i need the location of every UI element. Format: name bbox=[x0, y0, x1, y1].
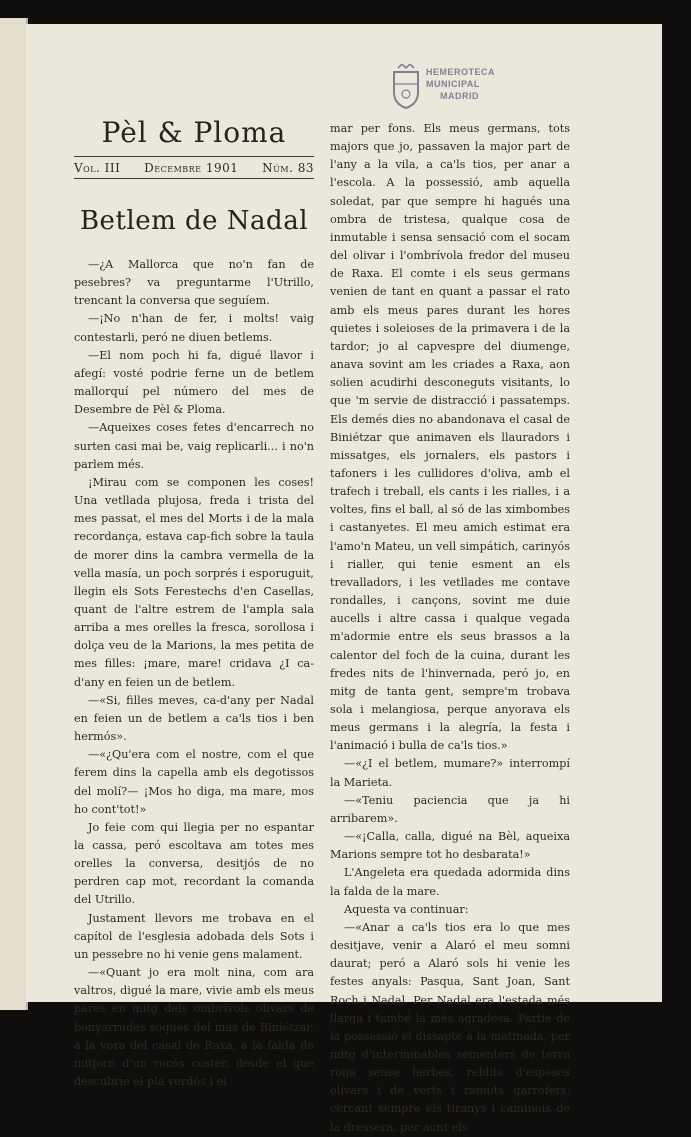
document-page bbox=[26, 24, 662, 1134]
paragraph: —«¿Qu'era com el nostre, com el que ferem dins la capella amb els degotissos del molí?— ¡Mos ho diga, ma mare, mos ho cont'tot!» bbox=[74, 748, 314, 816]
library-stamp bbox=[386, 64, 516, 112]
paragraph: mar per fons. Els meus germans, tots majors que jo, passaven la major part de l'any a la vila, a ca'ls tios, per anar a l'escola. A la possessió, amb aquella soledat, par que sempre hi hagués una ombra de tristesa, qualque cosa de inmutable i sensa sensació com el socam del olivar i l'ombrívola fredor del museu de Raxa. El comte i els seus germans venien de tant en quant a passar el rato amb els meus pares durant les hores quietes i soleioses de la primavera i de la tardor; jo al capvespre del diumenge, anava sovint am les criades a Raxa, aon solien acudirhi desconeguts visitants, lo que 'm servie de distracció i passatemps. Els demés dies no abandonava el casal de Biniétzar que animaven els llauradors i missatges, els jornalers, els pastors i tafoners i les cullidores d'oliva, amb el trafech i treball, els cants i les rialles, i a voltes, fins el ball, al só de las ximbombes i castanyetes. El meu amich estimat era l'amo'n Mateu, un vell simpátich, carinyós i rialler, qui tenie esment an els trevalladors, i les vetllades me contave rondalles, i cançons, sovint me duie aucells i altre cassa i qualque vegada m'adormie entre els seus brassos a la calentor del foch de la cuina, durant les fredes nits de l'hinvernada, peró jo, en mitg de tanta gent, sempre'm trobava sola i melangiosa, perque anyorava els meus germans i la alegría, la festa i l'animació i bulla de ca'ls tios.» bbox=[330, 122, 570, 753]
masthead-rule-bottom bbox=[74, 178, 314, 179]
text-column-left bbox=[74, 256, 314, 1091]
stamp-line-1: HEMEROTECA bbox=[426, 67, 496, 77]
paragraph: Justament llevors me trobava en el capítol de l'esglesia adobada dels Sots i un pessebre no hi venie gens malament. bbox=[74, 911, 314, 961]
article-title: Betlem de Nadal bbox=[79, 206, 309, 236]
paragraph: —«Anar a ca'ls tios era lo que mes desitjave, venir a Alaró el meu somni daurat; peró a Alaró sols hi venie les festes anyals: Pasqua, Sant Joan, Sant Roch i Nadal. Per Nadal era l'estada més llarga i també la més agradosa. Partie de la possessió el dissapte a la matinada, per mitg d'interminables sementers de terra roija sense herbes, reblits d'espesos olivars i de verts i ramuts garrofers, cercant sempre els tiranys i caminois de la dressera, per aont els bbox=[330, 920, 570, 1134]
stamp-line-3: MADRID bbox=[440, 91, 479, 101]
issue-date: Decembre 1901 bbox=[144, 161, 239, 175]
coat-of-arms-icon bbox=[386, 64, 426, 110]
previous-page-edge bbox=[0, 18, 28, 1010]
paragraph: —¡No n'han de fer, i molts! vaig contestarli, peró ne diuen betlems. bbox=[74, 312, 314, 344]
magazine-title: Pèl & Ploma bbox=[101, 116, 287, 149]
paragraph: —Aqueixes coses fetes d'encarrech no surten casi mai be, vaig replicarli... i no'n parlem més. bbox=[74, 421, 314, 471]
paragraph: Aquesta va continuar: bbox=[344, 902, 469, 916]
paragraph: L'Angeleta era quedada adormida dins la falda de la mare. bbox=[330, 866, 570, 898]
stamp-line-2: MUNICIPAL bbox=[426, 79, 480, 89]
paragraph: ¡Mirau com se componen les coses! Una vetllada plujosa, freda i trista del mes passat, el mes del Morts i de la mala recordança, estava cap-fich sobre la taula de morer dins la cambra vermella de la vella masía, un poch sorprés i esporuguit, llegin els Sots Ferestechs d'en Casellas, quant de l'altre estrem de l'ampla sala arriba a mes orelles la fresca, sorollosa i dolça veu de la Marions, la mes petita de mes filles: ¡mare, mare! cridava ¿I ca-d'any en feien un de betlem. bbox=[74, 475, 314, 689]
issue-number: Núm. 83 bbox=[262, 161, 314, 175]
paragraph: —«¿I el betlem, mumare?» interrompí la Marieta. bbox=[330, 757, 570, 789]
paragraph: —¿A Mallorca que no'n fan de pesebres? va preguntarme l'Utrillo, trencant la conversa que seguíem. bbox=[74, 258, 314, 308]
volume-label: Vol. III bbox=[74, 161, 121, 175]
text-column-right bbox=[330, 120, 570, 1137]
paragraph: —«Quant jo era molt nina, com ara valtros, digué la mare, vivie amb els meus pares en mitg dels ombrívols olivars de bonyarrudes soques del mas de Biniétzar, a la vora del casal de Raxa, a la falda de mitjorn d'un rocós coster, desde el que descubríe el pla verdós i el bbox=[74, 966, 314, 1089]
paragraph: —«Si, filles meves, ca-d'any per Nadal en feien un de betlem a ca'ls tios i ben hermós». bbox=[74, 693, 314, 744]
masthead bbox=[74, 116, 314, 179]
issue-info-row bbox=[74, 157, 314, 178]
paragraph: Jo feie com qui llegia per no espantar la cassa, peró escoltava am totes mes orelles la conversa, desitjós de no perdren cap mot, recordant la comanda del Utrillo. bbox=[74, 820, 314, 907]
paragraph: —«¡Calla, calla, digué na Bèl, aqueixa Marions sempre tot ho desbarata!» bbox=[330, 830, 570, 862]
paragraph: —«Teniu paciencia que ja hi arribarem». bbox=[330, 793, 570, 825]
paragraph: —El nom poch hi fa, digué llavor i afegí: vosté podrie ferne un de betlem mallorquí pel número del mes de Desembre de Pèl & Ploma. bbox=[74, 348, 314, 417]
